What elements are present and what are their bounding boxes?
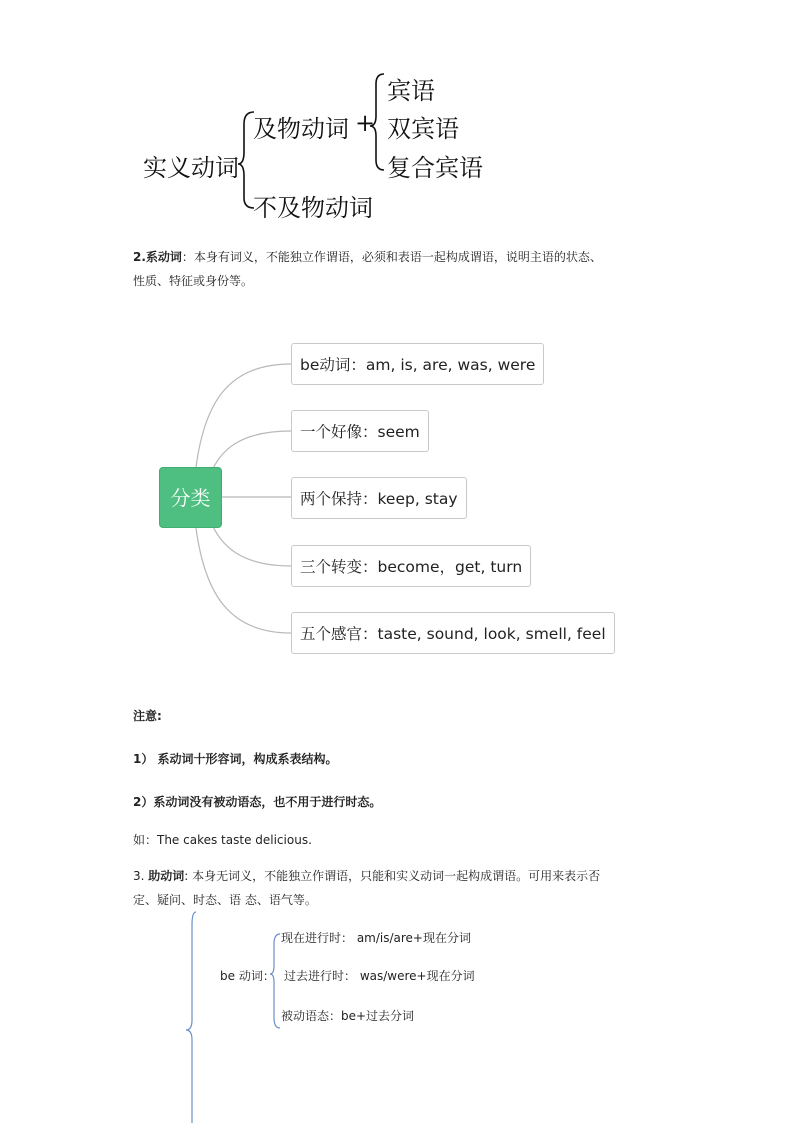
verb-tree-root: 实义动词 bbox=[143, 154, 239, 182]
be-tree-passive: 被动语态：be+过去分词 bbox=[281, 1009, 415, 1023]
section3-text-1: : 本身无词义，不能独立作谓语，只能和实义动词一起构成谓语。可用来表示否 bbox=[184, 869, 601, 883]
section2-line2: 性质、特征或身份等。 bbox=[133, 274, 254, 288]
be-verb-label: be 动词： bbox=[220, 969, 275, 983]
verb-tree-complex-object: 复合宾语 bbox=[387, 154, 483, 182]
verb-tree-intransitive: 不及物动词 bbox=[253, 194, 373, 222]
verb-tree-transitive: 及物动词 bbox=[253, 115, 349, 143]
verb-tree-brace bbox=[238, 112, 254, 208]
section2-text-1: ：本身有词义，不能独立作谓语，必须和表语一起构成谓语，说明主语的状态、 bbox=[181, 250, 602, 264]
be-tree-past-progressive: 过去进行时： was/were+现在分词 bbox=[284, 969, 475, 983]
verb-tree-object: 宾语 bbox=[387, 77, 435, 105]
section3-line2: 定、疑问、时态、语 态、语气等。 bbox=[133, 893, 317, 907]
mindmap-root: 分类 bbox=[159, 467, 222, 528]
note-example: 如：The cakes taste delicious. bbox=[133, 833, 312, 847]
mindmap-item-become: 三个转变：become，get, turn bbox=[291, 545, 531, 587]
verb-tree-double-object: 双宾语 bbox=[387, 115, 459, 143]
left-tall-brace bbox=[186, 912, 196, 1123]
note-2: 2）系动词没有被动语态，也不用于进行时态。 bbox=[133, 795, 382, 809]
section2-line1 bbox=[133, 245, 602, 269]
section3-line1 bbox=[133, 864, 600, 888]
notes-title: 注意: bbox=[133, 709, 162, 723]
be-tree-present-progressive: 现在进行时： am/is/are+现在分词 bbox=[281, 931, 471, 945]
mindmap-item-seem: 一个好像：seem bbox=[291, 410, 429, 452]
mindmap-item-be: be动词：am, is, are, was, were bbox=[291, 343, 544, 385]
section3-heading: 助动词 bbox=[148, 869, 185, 883]
mindmap-item-senses: 五个感官：taste, sound, look, smell, feel bbox=[291, 612, 615, 654]
section2-heading: 2.系动词 bbox=[133, 250, 182, 264]
object-brace bbox=[370, 74, 384, 170]
section3-number: 3. bbox=[133, 869, 145, 883]
note-1: 1） 系动词十形容词，构成系表结构。 bbox=[133, 752, 338, 766]
mindmap-item-keep: 两个保持：keep, stay bbox=[291, 477, 467, 519]
verb-tree-plus: + bbox=[355, 109, 376, 137]
